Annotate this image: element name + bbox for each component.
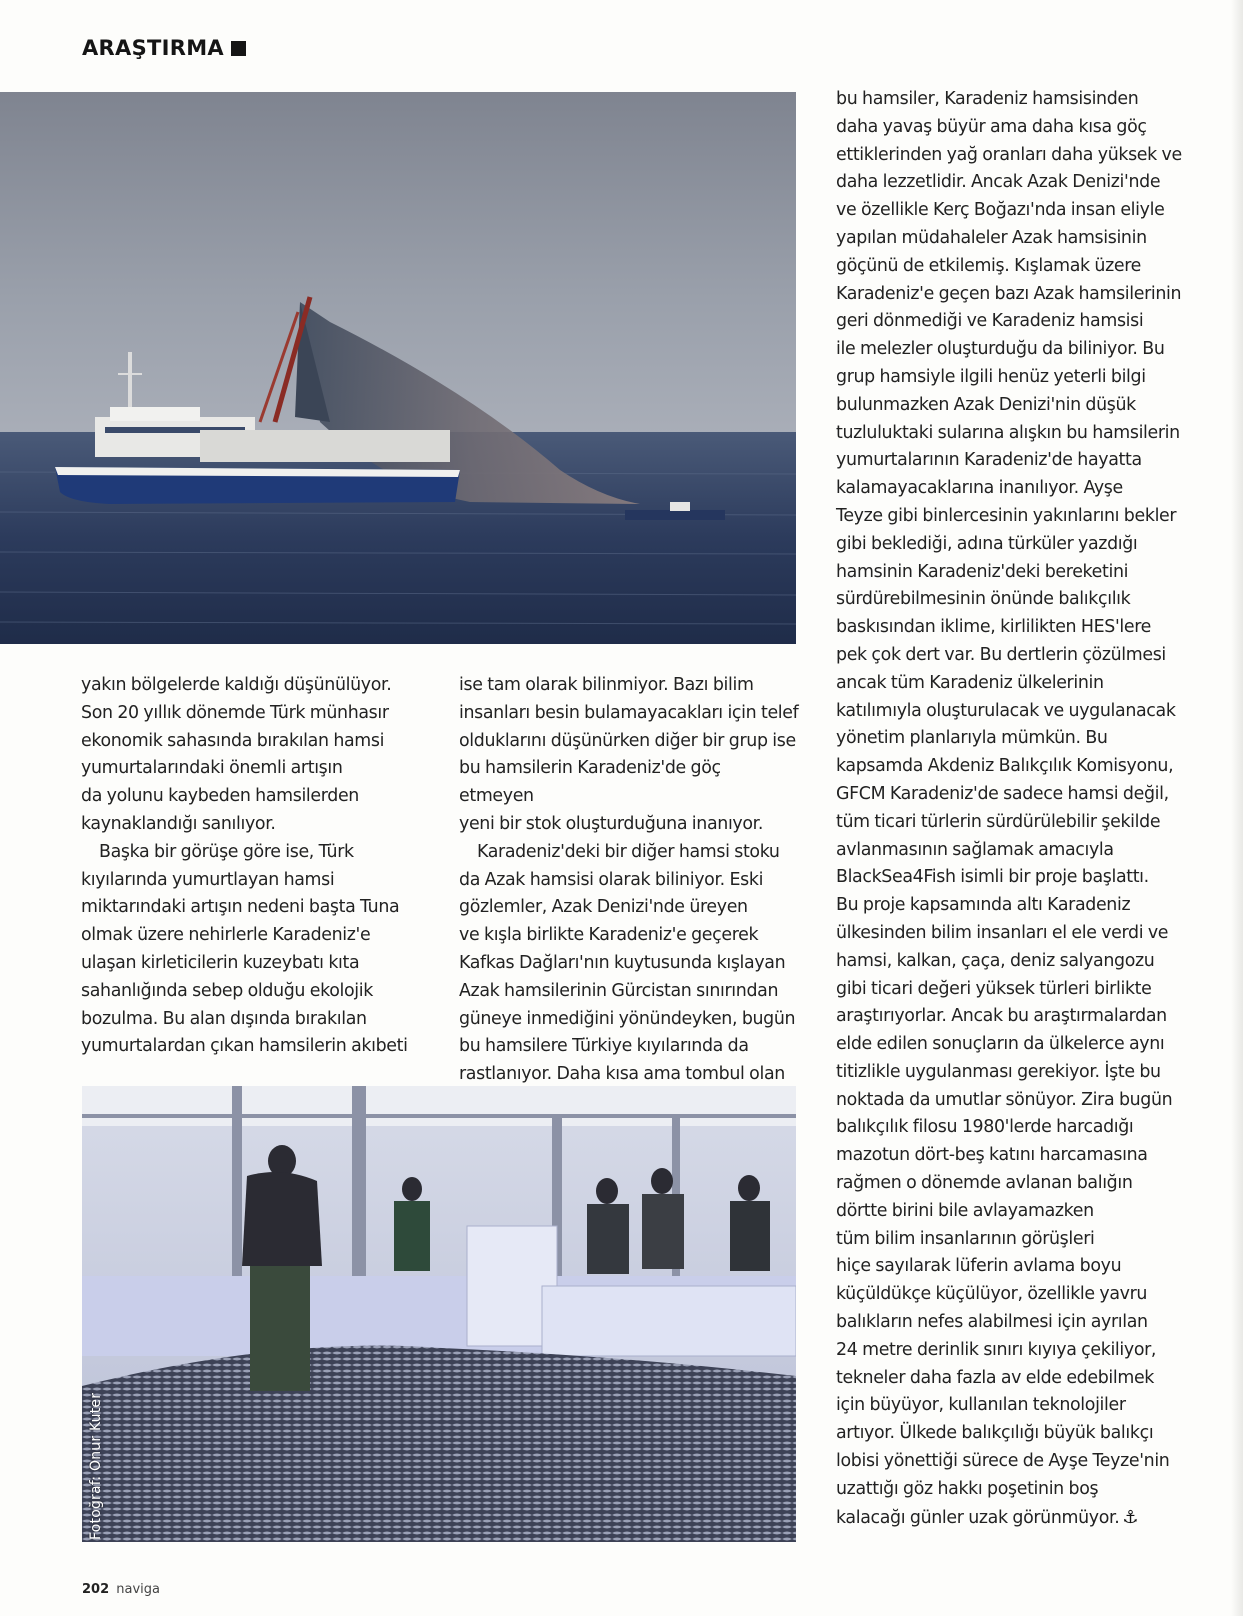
- article-column-right: [836, 86, 1196, 1532]
- paragraph: Karadeniz'deki bir diğer hamsi stoku da Azak hamsisi olarak biliniyor. Eski gözlemler, Azak Denizi'nde üreyen ve kışla birlikte Karadeniz'e geçerek Kafkas Dağları'nın kuytusunda kışlayan Azak hamsilerinin Gürcistan sınırından güneye inmediğini yönündeyken, bugün bu hamsilere Türkiye kıyılarında da rastlanıyor. Daha kısa ama tombul olan: [459, 841, 796, 1085]
- magazine-name: naviga: [116, 1582, 161, 1597]
- paragraph: [836, 86, 1196, 1532]
- deck-photo: [82, 1086, 796, 1542]
- photo-credit: Fotoğraf: Onur Kuter: [88, 1392, 104, 1540]
- section-title: ARAŞTIRMA: [82, 36, 224, 60]
- anchor-icon: ⚓: [1122, 1506, 1139, 1528]
- paragraph: ise tam olarak bilinmiyor. Bazı bilim insanları besin bulamayacakları için telef olduklarını düşünürken diğer bir grup ise bu hamsilerin Karadeniz'de göç etmeyen yeni bir stok oluşturduğuna inanıyor.: [459, 675, 799, 834]
- paragraph-text: bu hamsiler, Karadeniz hamsisinden daha yavaş büyür ama daha kısa göç ettiklerinden yağ oranları daha yüksek ve daha lezzetlidir. Ancak Azak Denizi'nde ve özellikle Kerç Boğazı'nda insan eliyle yapılan müdahaleler Azak hamsisinin göçünü de etkilemiş. Kışlamak üzere Karadeniz'e geçen bazı Azak hamsilerinin geri dönmediği ve Karadeniz hamsisi ile melezler oluşturduğu da biliniyor. Bu grup hamsiyle ilgili henüz yeterli bilgi bulunmazken Azak Denizi'nin düşük tuzluluktaki sularına alışkın bu hamsilerin yumurtalarının Karadeniz'de hayatta kalamayacaklarına inanılıyor. Ayşe Teyze gibi binlercesinin yakınlarını bekler gibi beklediği, adına türküler yazdığı hamsinin Karadeniz'deki bereketini sürdürebilmesinin önünde balıkçılık baskısından iklime, kirlilikten HES'lere pek çok dert var. Bu dertlerin çözülmesi ancak tüm Karadeniz ülkelerinin katılımıyla oluşturulacak ve uygulanacak yönetim planlarıyla mümkün. Bu kapsamda Akdeniz Balıkçılık Komisyonu, GFCM Karadeniz'de sadece hamsi değil, tüm ticari türlerin sürdürülebilir şekilde avlanmasının sağlamak amacıyla BlackSea4Fish isimli bir proje başlattı. Bu proje kapsamında altı Karadeniz ülkesinden bilim insanları el ele verdi ve hamsi, kalkan, çaça, deniz salyangozu gibi ticari değeri yüksek türleri birlikte araştırıyorlar. Ancak bu araştırmalardan elde edilen sonuçların da ülkelerce aynı titizlikle uygulanması gerekiyor. İşte bu noktada da umutlar sönüyor. Zira bugün balıkçılık filosu 1980'lerde harcadığı mazotun dört-beş katını harcamasına rağmen o dönemde avlanan balığın dörtte birini bile avlayamazken tüm bilim insanlarının görüşleri hiçe sayılarak lüferin avlama boyu küçüldükçe küçülüyor, özellikle yavru balıkların nefes alabilmesi için ayrılan 24 metre derinlik sınırı kıyıya çekiliyor, tekneler daha fazla av elde edebilmek için büyüyor, kullanılan teknolojiler artıyor. Ülkede balıkçılığı büyük balıkçı lobisi yönettiği sürece de Ayşe Teyze'nin uzattığı göz hakkı poşetinin boş kalacağı günler uzak görünmüyor.: [836, 89, 1182, 1528]
- deck-illustration: [82, 1086, 796, 1542]
- paragraph: yakın bölgelerde kaldığı düşünülüyor. Son 20 yıllık dönemde Türk münhasır ekonomik sahasında bırakılan hamsi yumurtalarındaki önemli artışın da yolunu kaybeden hamsilerden kaynaklandığı sanılıyor.: [81, 675, 392, 834]
- section-header: [82, 36, 246, 60]
- article-column-left: [81, 672, 431, 1061]
- page-edge-shadow: [1231, 0, 1243, 1616]
- section-square-icon: [231, 41, 246, 56]
- trawler-illustration: [0, 92, 796, 644]
- trawler-photo: [0, 92, 796, 644]
- page-footer: [82, 1582, 160, 1597]
- page-number: 202: [82, 1582, 110, 1597]
- paragraph: Başka bir görüşe göre ise, Türk kıyılarında yumurtlayan hamsi miktarındaki artışın nedeni başta Tuna olmak üzere nehirlerle Karadeniz'e ulaşan kirleticilerin kuzeybatı kıta sahanlığında sebep olduğu ekolojik bozulma. Bu alan dışında bırakılan yumurtalardan çıkan hamsilerin akıbeti: [81, 841, 408, 1057]
- article-column-middle: [459, 672, 799, 1089]
